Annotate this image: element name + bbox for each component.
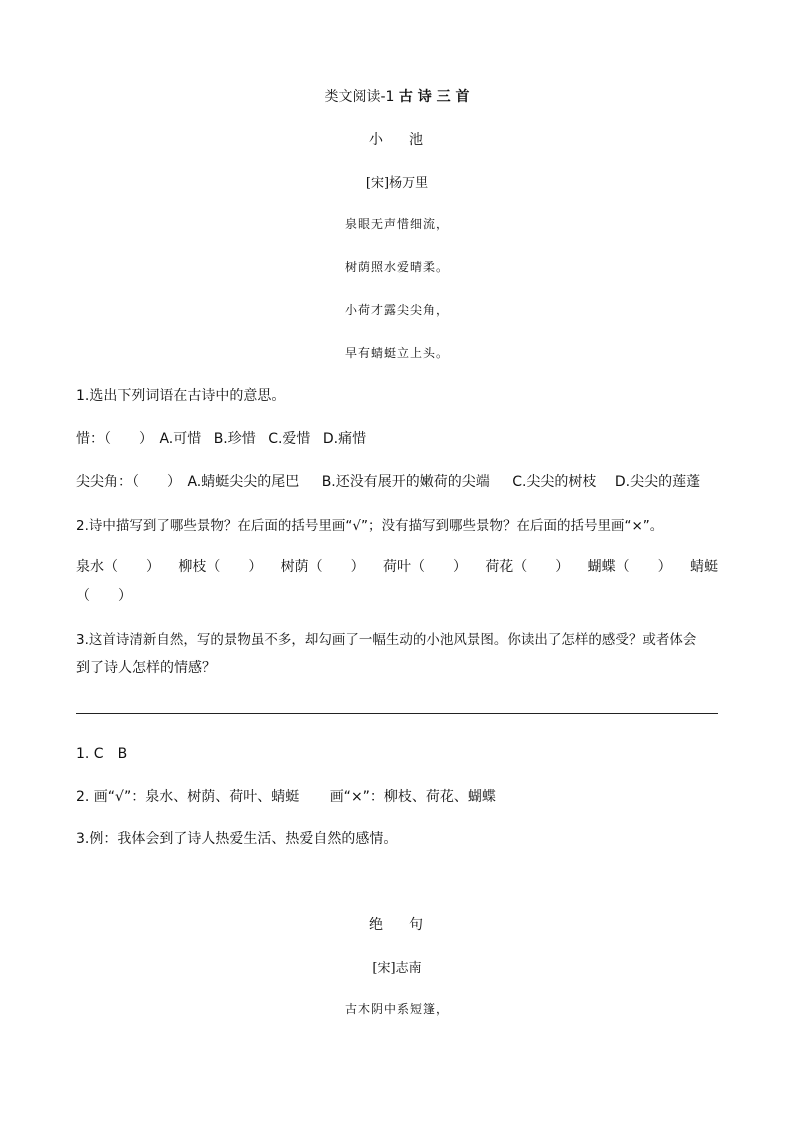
q1-row1-option-a: A.可惜 (159, 431, 202, 447)
answer-2 (76, 786, 496, 806)
poem1-author: [宋]杨万里 (365, 176, 429, 191)
poem2-line-1: 古木阴中系短篷， (344, 1002, 449, 1016)
question-3-line-1: 3.这首诗清新自然，写的景物虽不多，却勾画了一幅生动的小池风景图。你读出了怎样的感受？或者体会 (76, 632, 697, 648)
poem2-title-char-2: 句 (409, 917, 425, 933)
answer-1: 1. C B (76, 746, 128, 762)
poem1-line-1: 泉眼无声惜细流， (344, 217, 449, 231)
poem2-title (0, 914, 794, 934)
q2-item-lotus-flower: 荷花（ ） (485, 559, 570, 575)
q1-row1-option-d: D.痛惜 (322, 431, 367, 447)
q1-row2-option-c: C.尖尖的树枝 (512, 474, 597, 490)
question-1-prompt: 1.选出下列词语在古诗中的意思。 (76, 388, 286, 404)
answer-3: 3.例：我体会到了诗人热爱生活、热爱自然的感情。 (76, 831, 398, 847)
q2-item-dragonfly-bracket: （ ） (76, 588, 132, 604)
q1-row1-option-c: C.爱惜 (268, 431, 311, 447)
q1-row2-option-d: D.尖尖的莲蓬 (614, 474, 701, 490)
poem1-line-3: 小荷才露尖尖角， (344, 303, 449, 317)
answer-2-cross: 画“×”：柳枝、荷花、蝴蝶 (329, 789, 496, 805)
question-2-prompt: 2.诗中描写到了哪些景物？在后面的括号里画“√”；没有描写到哪些景物？在后面的括号里画“×”。 (76, 518, 664, 534)
question-1-row-2 (76, 471, 700, 491)
heading-title: 古 诗 三 首 (398, 89, 470, 105)
q2-item-spring-water: 泉水（ ） (76, 559, 160, 575)
q2-item-butterfly: 蝴蝶（ ） (587, 559, 672, 575)
poem2-author: [宋]志南 (372, 961, 422, 976)
poem1-title (0, 129, 794, 149)
q1-row2-option-b: B.还没有展开的嫩荷的尖端 (321, 474, 490, 490)
poem1-line-4: 早有蜻蜓立上头。 (344, 346, 449, 360)
q1-row1-label: 惜：（ ） (76, 431, 153, 447)
q1-row2-label: 尖尖角：（ ） (76, 474, 181, 490)
q2-item-tree-shade: 树荫（ ） (280, 559, 365, 575)
poem1-title-char-2: 池 (409, 132, 425, 148)
question-1-row-1 (76, 428, 366, 448)
q2-item-willow: 柳枝（ ） (178, 559, 263, 575)
poem1-title-char-1: 小 (369, 132, 385, 148)
q1-row2-option-a: A.蜻蜓尖尖的尾巴 (187, 474, 300, 490)
question-2-items (76, 556, 718, 576)
poem1-line-2: 树荫照水爱晴柔。 (344, 260, 449, 274)
question-3-line-2: 到了诗人怎样的情感？ (76, 660, 216, 676)
answer-2-check: 2. 画“√”：泉水、树荫、荷叶、蜻蜓 (76, 789, 300, 805)
q2-item-lotus-leaf: 荷叶（ ） (382, 559, 467, 575)
poem2-title-char-1: 绝 (369, 917, 385, 933)
answer-divider (76, 713, 718, 714)
heading-prefix: 类文阅读-1 (324, 89, 395, 105)
worksheet-heading (0, 86, 794, 106)
q1-row1-option-b: B.珍惜 (213, 431, 256, 447)
q2-item-dragonfly: 蜻蜓 (689, 559, 718, 575)
